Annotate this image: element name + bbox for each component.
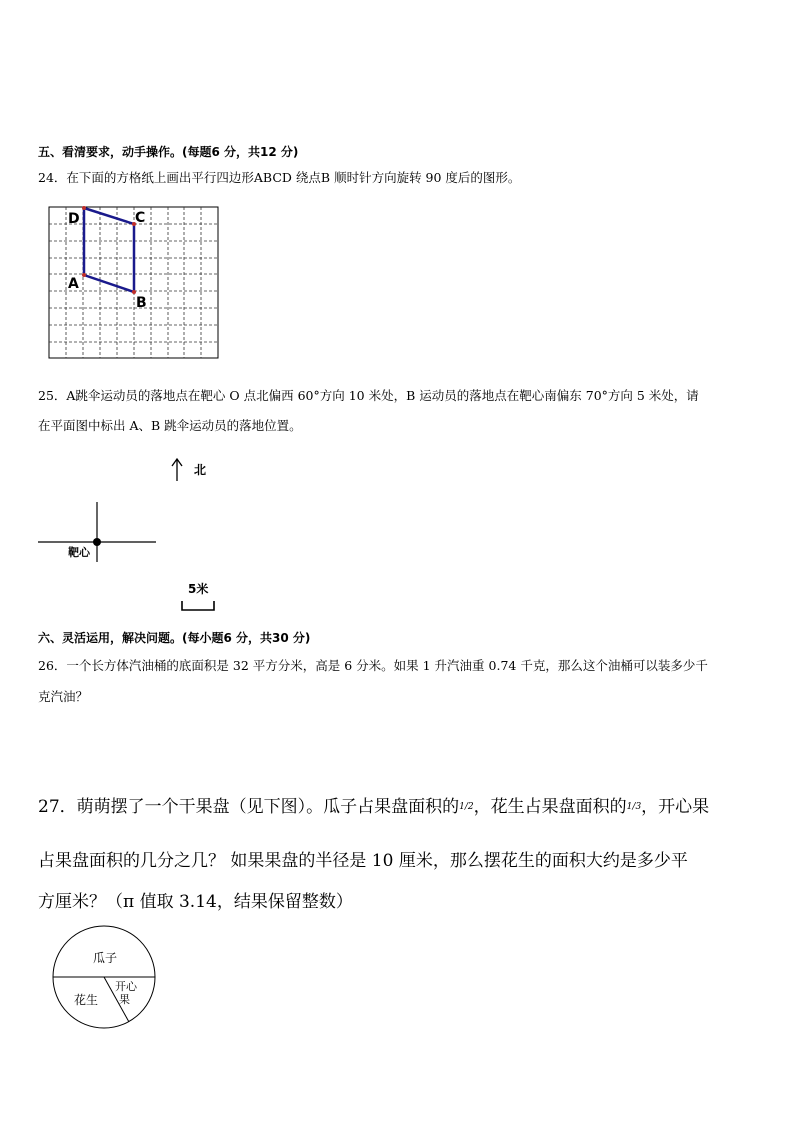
question-26-line-1: 26．一个长方体汽油桶的底面积是 32 平方分米，高是 6 分米。如果 1 升汽油重 0.74 千克，那么这个油桶可以装多少千 xyxy=(38,658,708,673)
peanuts-label: 花生 xyxy=(74,993,99,1007)
north-arrow-icon xyxy=(172,459,182,481)
point-a xyxy=(82,273,86,277)
q25-target-figure xyxy=(36,455,226,620)
scale-label: 5米 xyxy=(188,582,209,596)
target-center-label: 靶心 xyxy=(68,546,90,559)
point-b xyxy=(132,290,136,294)
q27-fruit-plate-figure xyxy=(48,925,160,1029)
q27-text-a: 27．萌萌摆了一个干果盘（见下图）。瓜子占果盘面积的 xyxy=(38,797,460,817)
label-d: D xyxy=(68,211,80,227)
fraction-one-third: 1/3 xyxy=(626,802,642,812)
section-6-title: 六、灵活运用，解决问题。(每小题6 分，共30 分) xyxy=(38,631,311,645)
question-26-line-2: 克汽油？ xyxy=(38,689,89,704)
pistachio-label-2: 果 xyxy=(119,993,130,1006)
q24-grid-figure xyxy=(48,206,220,360)
question-27-line-1 xyxy=(38,792,709,817)
pistachio-label-1: 开心 xyxy=(115,980,137,993)
section-5-title: 五、看清要求，动手操作。(每题6 分，共12 分) xyxy=(38,145,299,159)
label-b: B xyxy=(136,295,147,311)
scale-bar xyxy=(182,601,214,610)
question-25-line-1: 25．A跳伞运动员的落地点在靶心 O 点北偏西 60°方向 10 米处，B 运动员的落地点在靶心南偏东 70°方向 5 米处，请 xyxy=(38,388,699,403)
fraction-one-half: 1/2 xyxy=(459,802,474,812)
point-d xyxy=(82,206,86,210)
question-27-line-3: 方厘米？（π 值取 3.14，结果保留整数） xyxy=(38,892,353,912)
q27-text-b: ，花生占果盘面积的 xyxy=(473,797,627,817)
north-label: 北 xyxy=(194,463,207,477)
fraction-denominator: 3 xyxy=(635,802,642,812)
label-a: A xyxy=(68,276,79,292)
question-25-line-2: 在平面图中标出 A、B 跳伞运动员的落地位置。 xyxy=(38,418,302,433)
fraction-denominator: 2 xyxy=(467,802,474,812)
fraction-numerator: 1 xyxy=(459,802,465,812)
q27-text-c: ，开心果 xyxy=(641,797,710,817)
label-c: C xyxy=(135,210,146,226)
question-24-text: 24．在下面的方格纸上画出平行四边形ABCD 绕点B 顺时针方向旋转 90 度后的图形。 xyxy=(38,170,521,185)
melon-seeds-label: 瓜子 xyxy=(93,951,118,965)
question-27-line-2: 占果盘面积的几分之几？ 如果果盘的半径是 10 厘米，那么摆花生的面积大约是多少平 xyxy=(38,851,688,871)
target-center-point xyxy=(93,538,101,546)
fraction-numerator: 1 xyxy=(626,802,633,812)
